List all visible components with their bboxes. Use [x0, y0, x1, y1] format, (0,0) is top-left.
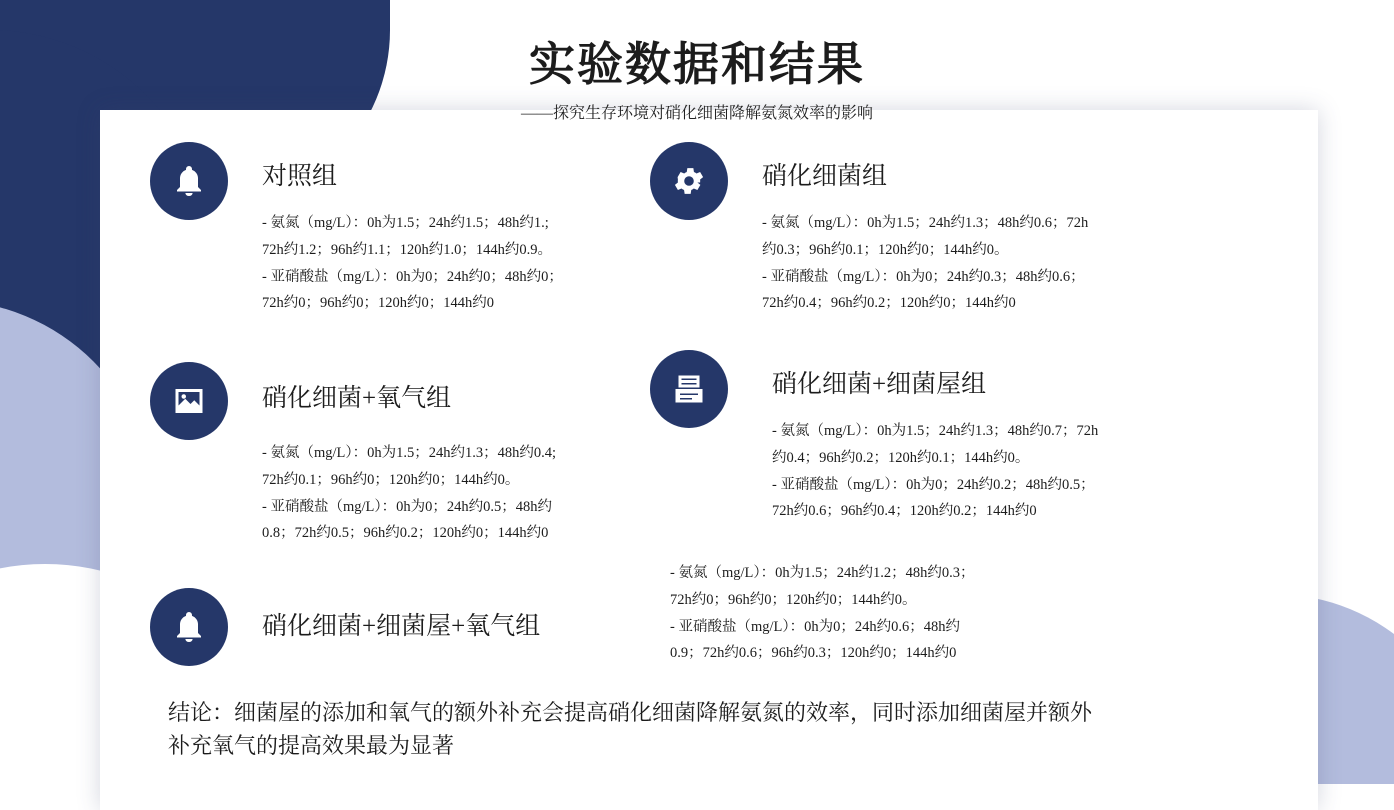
data-line: - 亚硝酸盐（mg/L）：0h为0；24h约0.2；48h约0.5；: [772, 476, 1095, 493]
slide-content: [100, 110, 1318, 784]
page-title: 实验数据和结果: [529, 38, 865, 90]
group-title: 硝化细菌+细菌屋+氧气组: [262, 613, 541, 640]
data-line: - 氨氮（mg/L）：0h为1.5；24h约1.3；48h约0.6；72h: [762, 215, 1089, 231]
group-data-text: [262, 440, 702, 547]
data-line: - 氨氮（mg/L）：0h为1.5；24h约1.3；48h约0.7；72h: [772, 423, 1099, 439]
document-icon: [650, 350, 728, 428]
group-title: 对照组: [262, 163, 338, 190]
gear-icon: [650, 142, 728, 220]
data-line: 72h约0.4；96h约0.2；120h约0；144h约0: [762, 295, 1016, 312]
page-subtitle: ——探究生存环境对硝化细菌降解氨氮效率的影响: [520, 105, 873, 122]
group-data-text: [670, 560, 1170, 667]
slide-header: [0, 0, 1394, 123]
group-data-text: [762, 210, 1282, 317]
image-icon: [150, 362, 228, 440]
data-line: 72h约0；96h约0；120h约0；144h约0。: [670, 591, 917, 608]
data-line: - 亚硝酸盐（mg/L）：0h为0；24h约0；48h约0；: [262, 268, 563, 285]
bell-icon: [150, 142, 228, 220]
data-line: - 亚硝酸盐（mg/L）：0h为0；24h约0.6；48h约: [670, 618, 960, 635]
data-line: - 氨氮（mg/L）：0h为1.5；24h约1.3；48h约0.4;: [262, 445, 557, 461]
group-title: 硝化细菌组: [762, 163, 888, 190]
data-line: 0.8；72h约0.5；96h约0.2；120h约0；144h约0: [262, 525, 549, 542]
data-line: 72h约1.2；96h约1.1；120h约1.0；144h约0.9。: [262, 241, 552, 258]
bell-icon: [150, 588, 228, 666]
data-line: 72h约0.6；96h约0.4；120h约0.2；144h约0: [772, 503, 1037, 520]
group-title: 硝化细菌+细菌屋组: [772, 371, 987, 398]
data-line: 72h约0；96h约0；120h约0；144h约0: [262, 295, 494, 312]
data-line: 0.9；72h约0.6；96h约0.3；120h约0；144h约0: [670, 645, 957, 662]
data-line: - 氨氮（mg/L）：0h为1.5；24h约1.5；48h约1.;: [262, 215, 549, 231]
group-data-text: [262, 210, 702, 317]
data-line: 约0.4；96h约0.2；120h约0.1；144h约0。: [772, 449, 1030, 466]
conclusion-text: 结论：细菌屋的添加和氧气的额外补充会提高硝化细菌降解氨氮的效率，同时添加细菌屋并额外补充氧气的提高效果最为显著: [168, 700, 1093, 758]
group-data-text: [772, 418, 1292, 525]
group-title: 硝化细菌+氧气组: [262, 385, 452, 412]
data-line: - 亚硝酸盐（mg/L）：0h为0；24h约0.5；48h约: [262, 498, 552, 515]
data-line: 约0.3；96h约0.1；120h约0；144h约0。: [762, 241, 1009, 258]
data-line: 72h约0.1；96h约0；120h约0；144h约0。: [262, 471, 520, 488]
data-line: - 氨氮（mg/L）：0h为1.5；24h约1.2；48h约0.3；: [670, 565, 975, 581]
data-line: - 亚硝酸盐（mg/L）：0h为0；24h约0.3；48h约0.6；: [762, 268, 1085, 285]
